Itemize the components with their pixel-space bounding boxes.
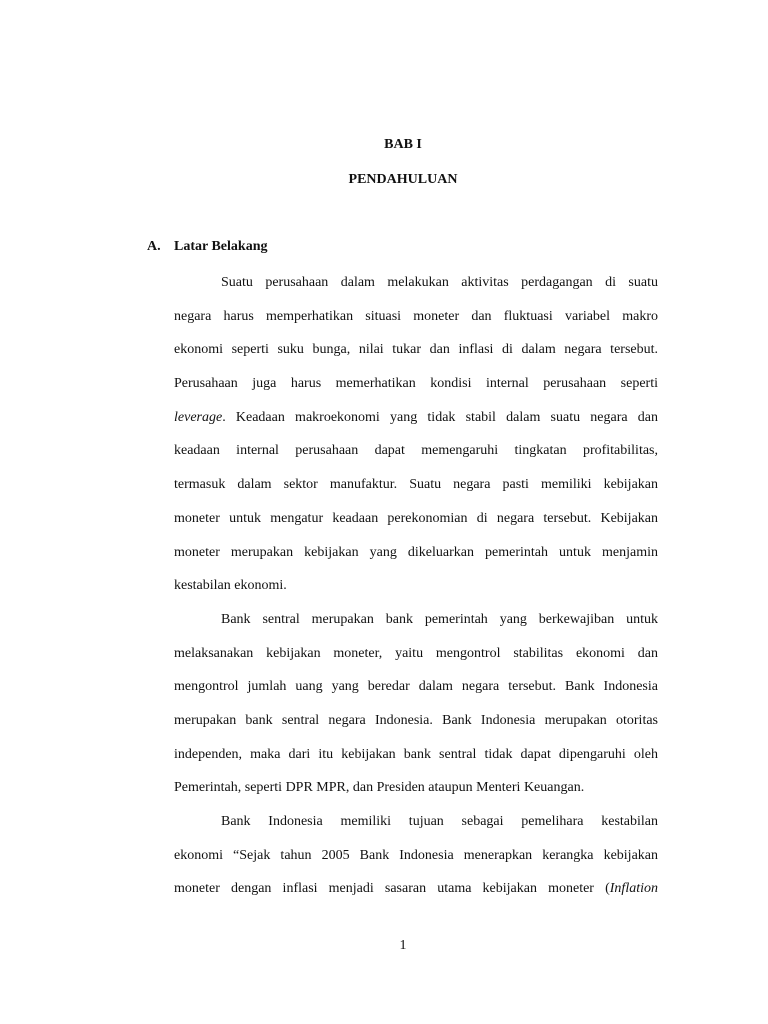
body-text [174, 266, 658, 906]
section-number: A. [147, 239, 161, 254]
text-fragment: . Keadaan makroekonomi yang tidak stabil dalam suatu negara dan [222, 409, 658, 425]
text-line: moneter merupakan kebijakan yang dikeluarkan pemerintah untuk menjamin [174, 544, 658, 560]
text-fragment: moneter dengan inflasi menjadi sasaran utama kebijakan moneter ( [174, 881, 610, 897]
text-line: termasuk dalam sektor manufaktur. Suatu negara pasti memiliki kebijakan [174, 477, 658, 493]
text-line: Suatu perusahaan dalam melakukan aktivitas perdagangan di suatu [221, 275, 658, 290]
text-line: moneter untuk mengatur keadaan perekonomian di negara tersebut. Kebijakan [174, 510, 658, 526]
text-line: ekonomi “Sejak tahun 2005 Bank Indonesia menerapkan kerangka kebijakan [174, 847, 658, 863]
text-line [174, 872, 658, 906]
text-line [174, 401, 658, 435]
section-title: Latar Belakang [174, 239, 268, 254]
text-line: kestabilan ekonomi. [174, 578, 287, 594]
italic-term: Inflation [609, 881, 658, 897]
italic-term: leverage [174, 409, 223, 425]
section-heading [147, 239, 267, 255]
text-line: Bank sentral merupakan bank pemerintah yang berkewajiban untuk [221, 611, 658, 627]
text-line: Pemerintah, seperti DPR MPR, dan Presiden ataupun Menteri Keuangan. [174, 780, 585, 796]
text-line: ekonomi seperti suku bunga, nilai tukar dan inflasi di dalam negara tersebut. [174, 342, 658, 358]
text-line: melaksanakan kebijakan moneter, yaitu mengontrol stabilitas ekonomi dan [174, 645, 658, 661]
text-line: negara harus memperhatikan situasi moneter dan fluktuasi variabel makro [174, 308, 658, 324]
text-line: merupakan bank sentral negara Indonesia. Bank Indonesia merupakan otoritas [174, 712, 658, 728]
chapter-heading: BAB I [384, 137, 422, 152]
text-line: Perusahaan juga harus memerhatikan kondisi internal perusahaan seperti [174, 376, 658, 392]
text-line: keadaan internal perusahaan dapat memengaruhi tingkatan profitabilitas, [174, 443, 658, 459]
text-line: independen, maka dari itu kebijakan bank sentral tidak dapat dipengaruhi oleh [174, 746, 658, 762]
text-line: mengontrol jumlah uang yang beredar dalam negara tersebut. Bank Indonesia [174, 679, 658, 695]
chapter-title: PENDAHULUAN [348, 172, 458, 187]
page-number: 1 [399, 938, 407, 953]
text-line: Bank Indonesia memiliki tujuan sebagai pemelihara kestabilan [221, 814, 658, 829]
